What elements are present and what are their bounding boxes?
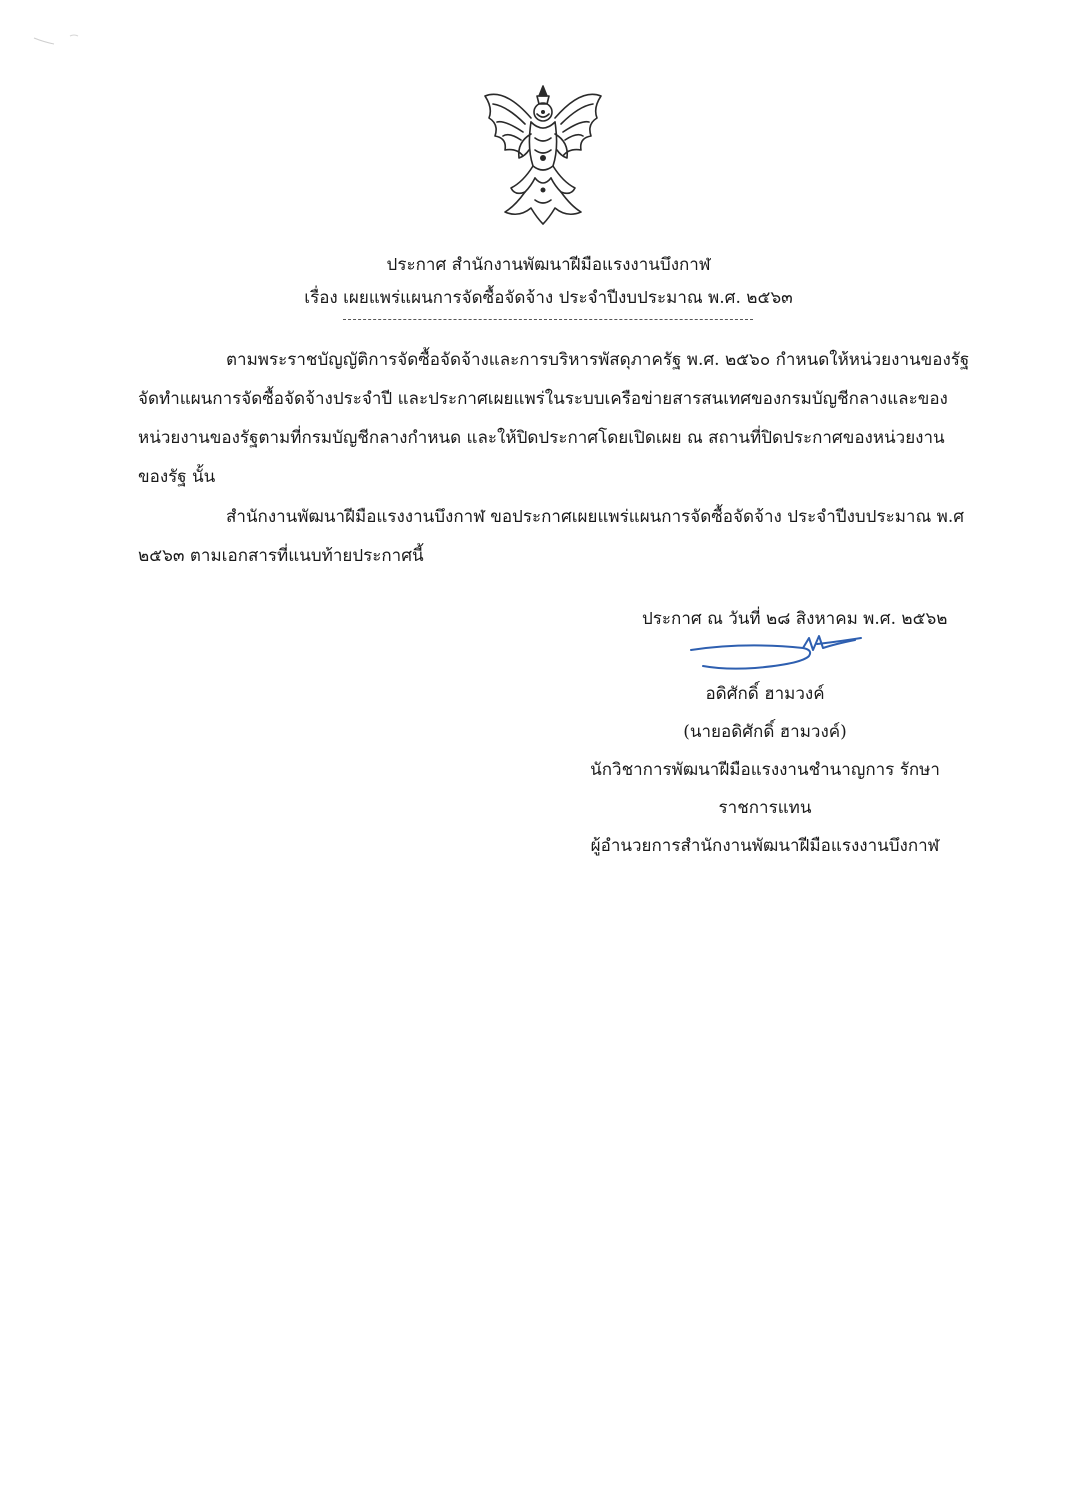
handwritten-signature: [685, 630, 865, 674]
title-divider: [343, 319, 753, 320]
announcement-title: ประกาศ สำนักงานพัฒนาฝีมือแรงงานบึงกาฬ: [386, 255, 711, 275]
margin-mark: [30, 32, 90, 52]
paragraph-1-line-3: หน่วยงานของรัฐตามที่กรมบัญชีกลางกำหนด และให้ปิดประกาศโดยเปิดเผย ณ สถานที่ปิดประกาศของหน่วยงาน: [138, 428, 945, 448]
garuda-emblem-icon: [475, 78, 611, 228]
signer-position-line-2: ราชการแทน: [718, 798, 812, 818]
paragraph-2-line-1: สำนักงานพัฒนาฝีมือแรงงานบึงกาฬ ขอประกาศเผยแพร่แผนการจัดซื้อจัดจ้าง ประจำปีงบประมาณ พ.ศ: [226, 507, 965, 527]
paragraph-1-line-4: ของรัฐ นั้น: [138, 467, 216, 487]
signer-full-name: (นายอดิศักดิ์ ฮามวงค์): [683, 722, 847, 742]
paragraph-1-line-1: ตามพระราชบัญญัติการจัดซื้อจัดจ้างและการบริหารพัสดุภาครัฐ พ.ศ. ๒๕๖๐ กำหนดให้หน่วยงานของรัฐ: [226, 350, 970, 370]
announcement-date: ประกาศ ณ วันที่ ๒๘ สิงหาคม พ.ศ. ๒๕๖๒: [642, 609, 948, 629]
signer-position-line-3: ผู้อำนวยการสำนักงานพัฒนาฝีมือแรงงานบึงกาฬ: [590, 836, 940, 856]
signer-position-line-1: นักวิชาการพัฒนาฝีมือแรงงานชำนาญการ รักษา: [590, 760, 940, 780]
announcement-subject: เรื่อง เผยแพร่แผนการจัดซื้อจัดจ้าง ประจำปีงบประมาณ พ.ศ. ๒๕๖๓: [304, 288, 793, 308]
paragraph-2-line-2: ๒๕๖๓ ตามเอกสารที่แนบท้ายประกาศนี้: [138, 546, 424, 566]
signer-name: อดิศักดิ์ ฮามวงค์: [705, 684, 825, 704]
paragraph-1-line-2: จัดทำแผนการจัดซื้อจัดจ้างประจำปี และประกาศเผยแพร่ในระบบเครือข่ายสารสนเทศของกรมบัญชีกลางและของ: [138, 389, 948, 409]
